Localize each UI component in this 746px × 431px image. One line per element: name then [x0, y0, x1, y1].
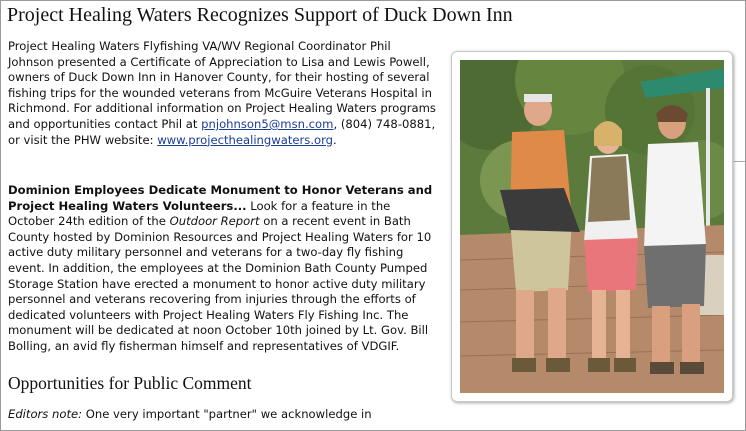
para1-phone-text: , (804) 748-0881, or visit the PHW website: — [8, 116, 436, 147]
certificate-presentation-photo — [460, 60, 724, 393]
paragraph-duck-down-inn — [8, 39, 436, 148]
para3-text: One very important "partner" we acknowledge in — [82, 407, 372, 421]
cut-off-text-line — [8, 425, 728, 429]
email-link[interactable]: pnjohnson5@msn.com — [201, 116, 334, 131]
divider — [734, 161, 745, 162]
photo-frame — [451, 51, 733, 402]
website-link[interactable]: www.projecthealingwaters.org — [157, 132, 334, 147]
para1-end: . — [333, 132, 337, 147]
para2-text-b: on a recent event in Bath County hosted by Dominion Resources and Project Healing Waters for 10 active duty military personnel and veterans for a two-day fly fishing event. In addition, the employees at the Dominion Bath County Pumped Storage Station have erected a monument to honor active duty military personnel and veterans recovering from injuries through the efforts of dedicated volunteers with Project Healing Waters Fly Fishing Inc. The monument will be dedicated at noon October 10th joined by Lt. Gov. Bill Bolling, an avid fly fisherman himself and representatives of VDGIF. — [8, 214, 432, 353]
article-title: Project Healing Waters Recognizes Support of Duck Down Inn — [7, 4, 513, 26]
para2-bold-lead: Dominion Employees Dedicate Monument to Honor Veterans and Project Healing Waters Volunteers... — [8, 183, 433, 213]
paragraph-dominion-monument — [8, 183, 436, 355]
editors-note-label: Editors note: — [8, 407, 83, 421]
section-heading-public-comment: Opportunities for Public Comment — [8, 373, 252, 393]
para2-text-a: Look for a feature in the October 24th edition of the — [8, 198, 391, 229]
paragraph-editors-note — [8, 407, 438, 423]
para1-text: Project Healing Waters Flyfishing VA/WV Regional Coordinator Phil Johnson presented a Certificate of Appreciation to Lisa and Lewis Powell, owners of Duck Down Inn in Hanover County, for their hosting of several fishing trips for the wounded veterans from McGuire Veterans Hospital in Richmond. For additional information on Project Healing Waters programs and opportunities contact Phil at — [8, 39, 436, 131]
outdoor-report-title: Outdoor Report — [169, 214, 260, 229]
